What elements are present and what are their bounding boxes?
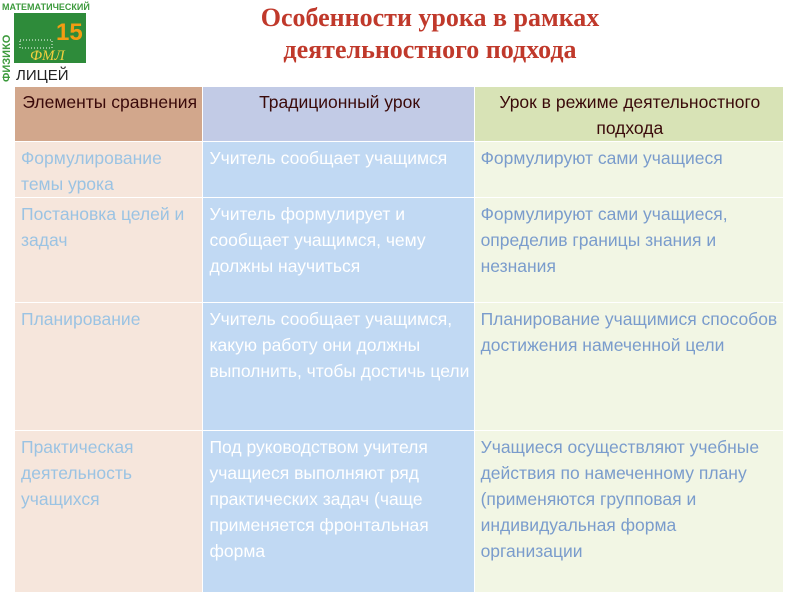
logo-monogram: ФМЛ [30, 48, 65, 64]
table-row [15, 303, 784, 431]
logo-number: 15 [56, 19, 83, 46]
logo-side-text: ФИЗИКО [1, 34, 13, 82]
cell-element: Планирование [15, 303, 203, 431]
header-elements: Элементы сравнения [15, 87, 203, 142]
title-line-2: деятельностного подхода [283, 35, 577, 64]
logo-top-text: МАТЕМАТИЧЕСКИЙ [2, 2, 90, 12]
cell-traditional: Учитель формулирует и сообщает учащимся, чему должны научиться [203, 198, 474, 303]
table-header-row [15, 87, 784, 142]
cell-activity: Планирование учащимися способов достижения намеченной цели [474, 303, 783, 431]
logo-bottom-text: ЛИЦЕЙ [16, 67, 69, 84]
cell-traditional: Под руководством учителя учащиеся выполняют ряд практических задач (чаще применяется фронтальная форма [203, 431, 474, 593]
cell-traditional: Учитель сообщает учащимся [203, 142, 474, 198]
header-activity: Урок в режиме деятельностного подхода [474, 87, 783, 142]
page-title [150, 2, 710, 66]
comparison-table [14, 86, 784, 593]
table-row [15, 142, 784, 198]
title-line-1: Особенности урока в рамках [260, 3, 600, 32]
cell-activity: Формулируют сами учащиеся, определив границы знания и незнания [474, 198, 783, 303]
cell-element: Постановка целей и задач [15, 198, 203, 303]
header-traditional: Традиционный урок [203, 87, 474, 142]
lyceum-logo [0, 0, 92, 84]
cell-traditional: Учитель сообщает учащимся, какую работу они должны выполнить, чтобы достичь цели [203, 303, 474, 431]
cell-element: Практическая деятельность учащихся [15, 431, 203, 593]
table-row [15, 431, 784, 593]
cell-element: Формулирование темы урока [15, 142, 203, 198]
cell-activity: Формулируют сами учащиеся [474, 142, 783, 198]
cell-activity: Учащиеся осуществляют учебные действия по намеченному плану (применяются групповая и индивидуальная форма организации [474, 431, 783, 593]
table-row [15, 198, 784, 303]
